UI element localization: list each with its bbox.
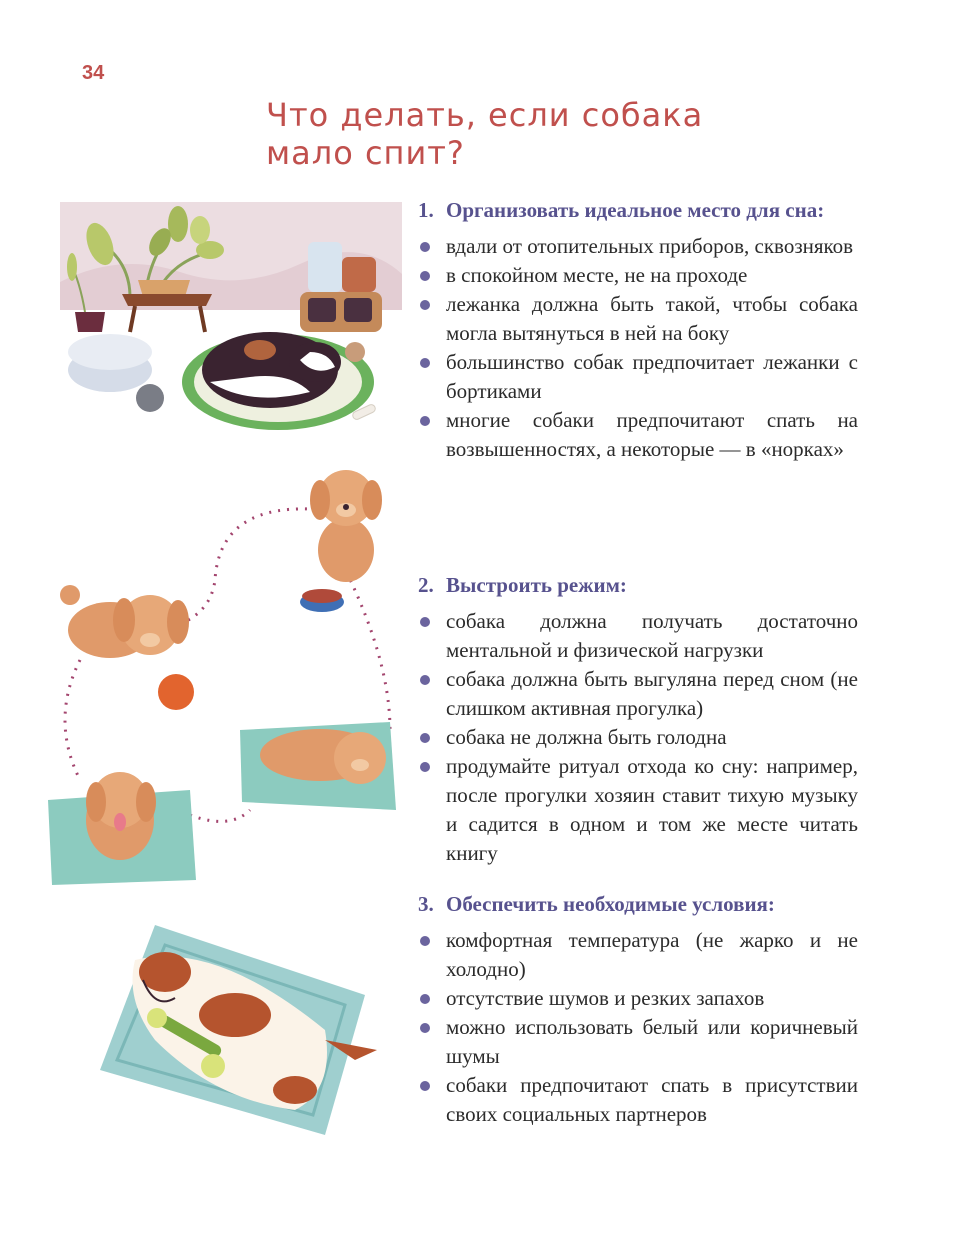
bullet-icon <box>420 936 430 946</box>
spiky-ball-icon <box>158 674 194 710</box>
sleeping-dog-room-illustration <box>60 202 402 434</box>
puppy-daily-routine-illustration <box>40 460 402 890</box>
resting-puppy-pillow-icon <box>48 772 196 885</box>
dog-sleeping-mat-illustration <box>95 920 385 1140</box>
list-item: можно использовать белый или коричневый шумы <box>418 1013 858 1071</box>
section-sleep-place <box>418 196 858 464</box>
section-conditions <box>418 890 858 1129</box>
bullet-icon <box>420 242 430 252</box>
bullet-icon <box>420 271 430 281</box>
page-number: 34 <box>82 62 105 84</box>
bullet-list <box>418 926 858 1129</box>
list-item: лежанка должна быть такой, чтобы собака могла вытянуться в ней на боку <box>418 290 858 348</box>
bullet-icon <box>420 300 430 310</box>
title-line-2: мало спит? <box>266 134 465 172</box>
list-item: комфортная температура (не жарко и не холодно) <box>418 926 858 984</box>
page-title <box>266 96 786 172</box>
sitting-puppy-icon <box>310 470 382 582</box>
bullet-icon <box>420 994 430 1004</box>
playing-puppy-icon <box>60 585 189 658</box>
section-heading: 2. Выстроить режим: <box>418 573 627 597</box>
bullet-list <box>418 232 858 464</box>
bullet-icon <box>420 1081 430 1091</box>
list-item: собака должна быть выгуляна перед сном (не слишком активная прогулка) <box>418 665 858 723</box>
bullet-icon <box>420 1023 430 1033</box>
list-item: вдали от отопительных приборов, сквозняков <box>418 232 858 261</box>
list-item: отсутствие шумов и резких запахов <box>418 984 858 1013</box>
bullet-icon <box>420 358 430 368</box>
bullet-icon <box>420 762 430 772</box>
sleeping-puppy-pillow-icon <box>240 722 396 810</box>
section-heading: 3. Обеспечить необходимые условия: <box>418 892 775 916</box>
bullet-list <box>418 607 858 868</box>
list-item: многие собаки предпочитают спать на возвышенностях, а некоторые — в «норках» <box>418 406 858 464</box>
list-item: большинство собак предпочитает лежанки с бортиками <box>418 348 858 406</box>
list-item: продумайте ритуал отхода ко сну: например, после прогулки хозяин ставит тихую музыку и садится в одном и том же месте читать книгу <box>418 752 858 868</box>
bullet-icon <box>420 733 430 743</box>
bullet-icon <box>420 675 430 685</box>
section-heading: 1. Организовать идеальное место для сна: <box>418 198 825 222</box>
list-item: в спокойном месте, не на проходе <box>418 261 858 290</box>
list-item: собака должна получать достаточно ментальной и физической нагрузки <box>418 607 858 665</box>
bullet-icon <box>420 617 430 627</box>
bullet-icon <box>420 416 430 426</box>
list-item: собаки предпочитают спать в присутствии своих социальных партнеров <box>418 1071 858 1129</box>
title-line-1: Что делать, если собака <box>266 96 704 134</box>
list-item: собака не должна быть голодна <box>418 723 858 752</box>
section-routine <box>418 571 858 868</box>
